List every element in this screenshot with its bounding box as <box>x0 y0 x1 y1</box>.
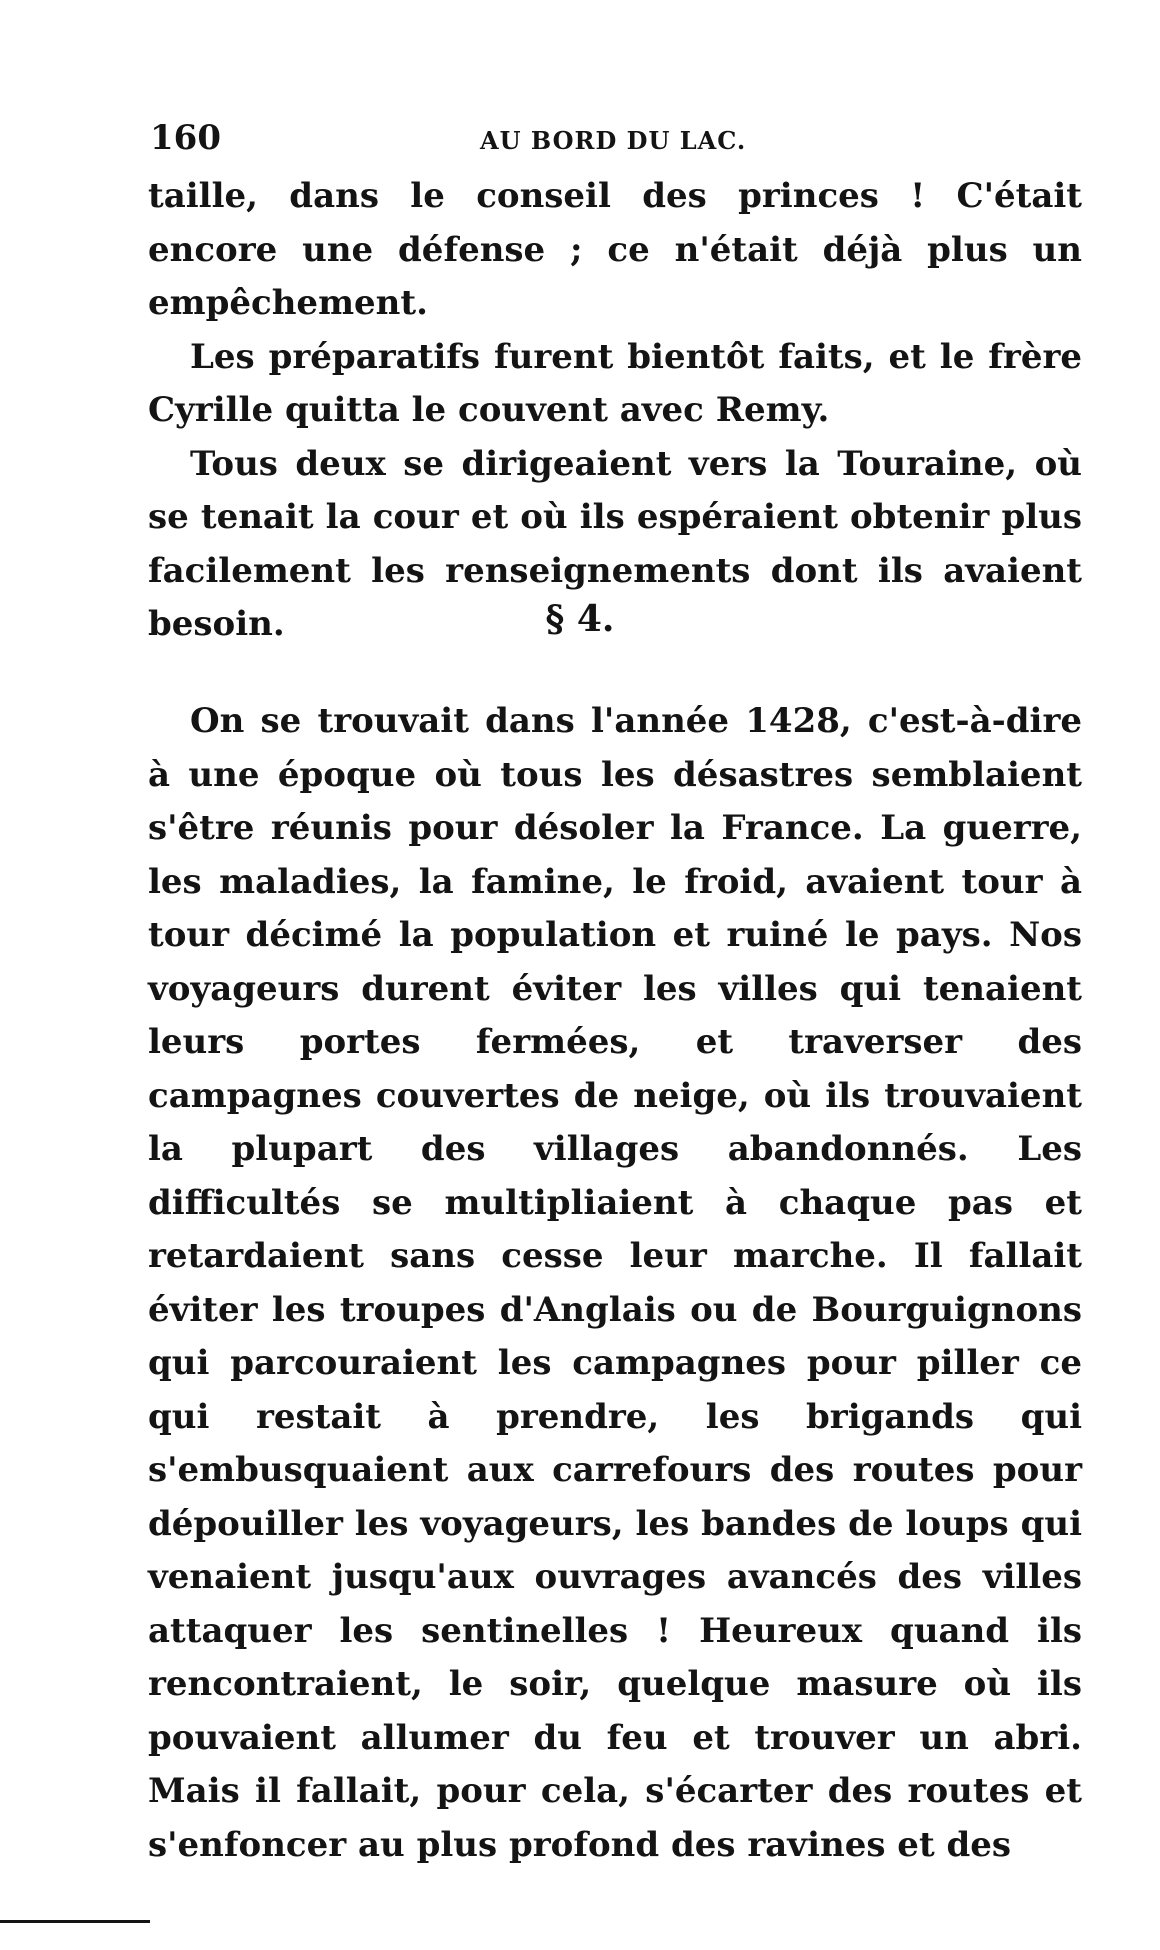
page-header <box>150 118 1080 158</box>
paragraph: Tous deux se dirigeaient vers la Touraine, où se tenait la cour et où ils espéraient obtenir plus facilement les renseignements dont ils avaient besoin. <box>148 443 1082 644</box>
paragraph: taille, dans le conseil des princes ! C'était encore une défense ; ce n'était déjà plus un empêchement. <box>148 176 1082 323</box>
paragraph: Les préparatifs furent bientôt faits, et le frère Cyrille quitta le couvent avec Remy. <box>148 336 1082 430</box>
text-block-top <box>148 170 1082 652</box>
running-title: AU BORD DU LAC. <box>480 126 747 155</box>
paragraph: On se trouvait dans l'année 1428, c'est-à-dire à une époque où tous les désastres semblaient s'être réunis pour désoler la France. La guerre, les maladies, la famine, le froid, avaient tour à tour décimé la population et ruiné le pays. Nos voyageurs durent éviter les villes qui tenaient leurs portes fermées, et traverser des campagnes couvertes de neige, où ils trouvaient la plupart des villages abandonnés. Les difficultés se multipliaient à chaque pas et retardaient sans cesse leur marche. Il fallait éviter les troupes d'Anglais ou de Bourguignons qui parcouraient les campagnes pour piller ce qui restait à prendre, les brigands qui s'embusquaient aux carrefours des routes pour dépouiller les voyageurs, les bandes de loups qui venaient jusqu'aux ouvrages avancés des villes attaquer les sentinelles ! Heureux quand ils rencontraient, le soir, quelque masure où ils pouvaient allumer du feu et trouver un abri. Mais il fallait, pour cela, s'écarter des routes et s'enfoncer au plus profond des ravines et des <box>148 701 1082 1865</box>
text-block-bottom <box>148 695 1082 1872</box>
page-number: 160 <box>150 118 221 158</box>
footer-rule <box>0 1920 150 1923</box>
section-heading: § 4. <box>545 598 615 640</box>
